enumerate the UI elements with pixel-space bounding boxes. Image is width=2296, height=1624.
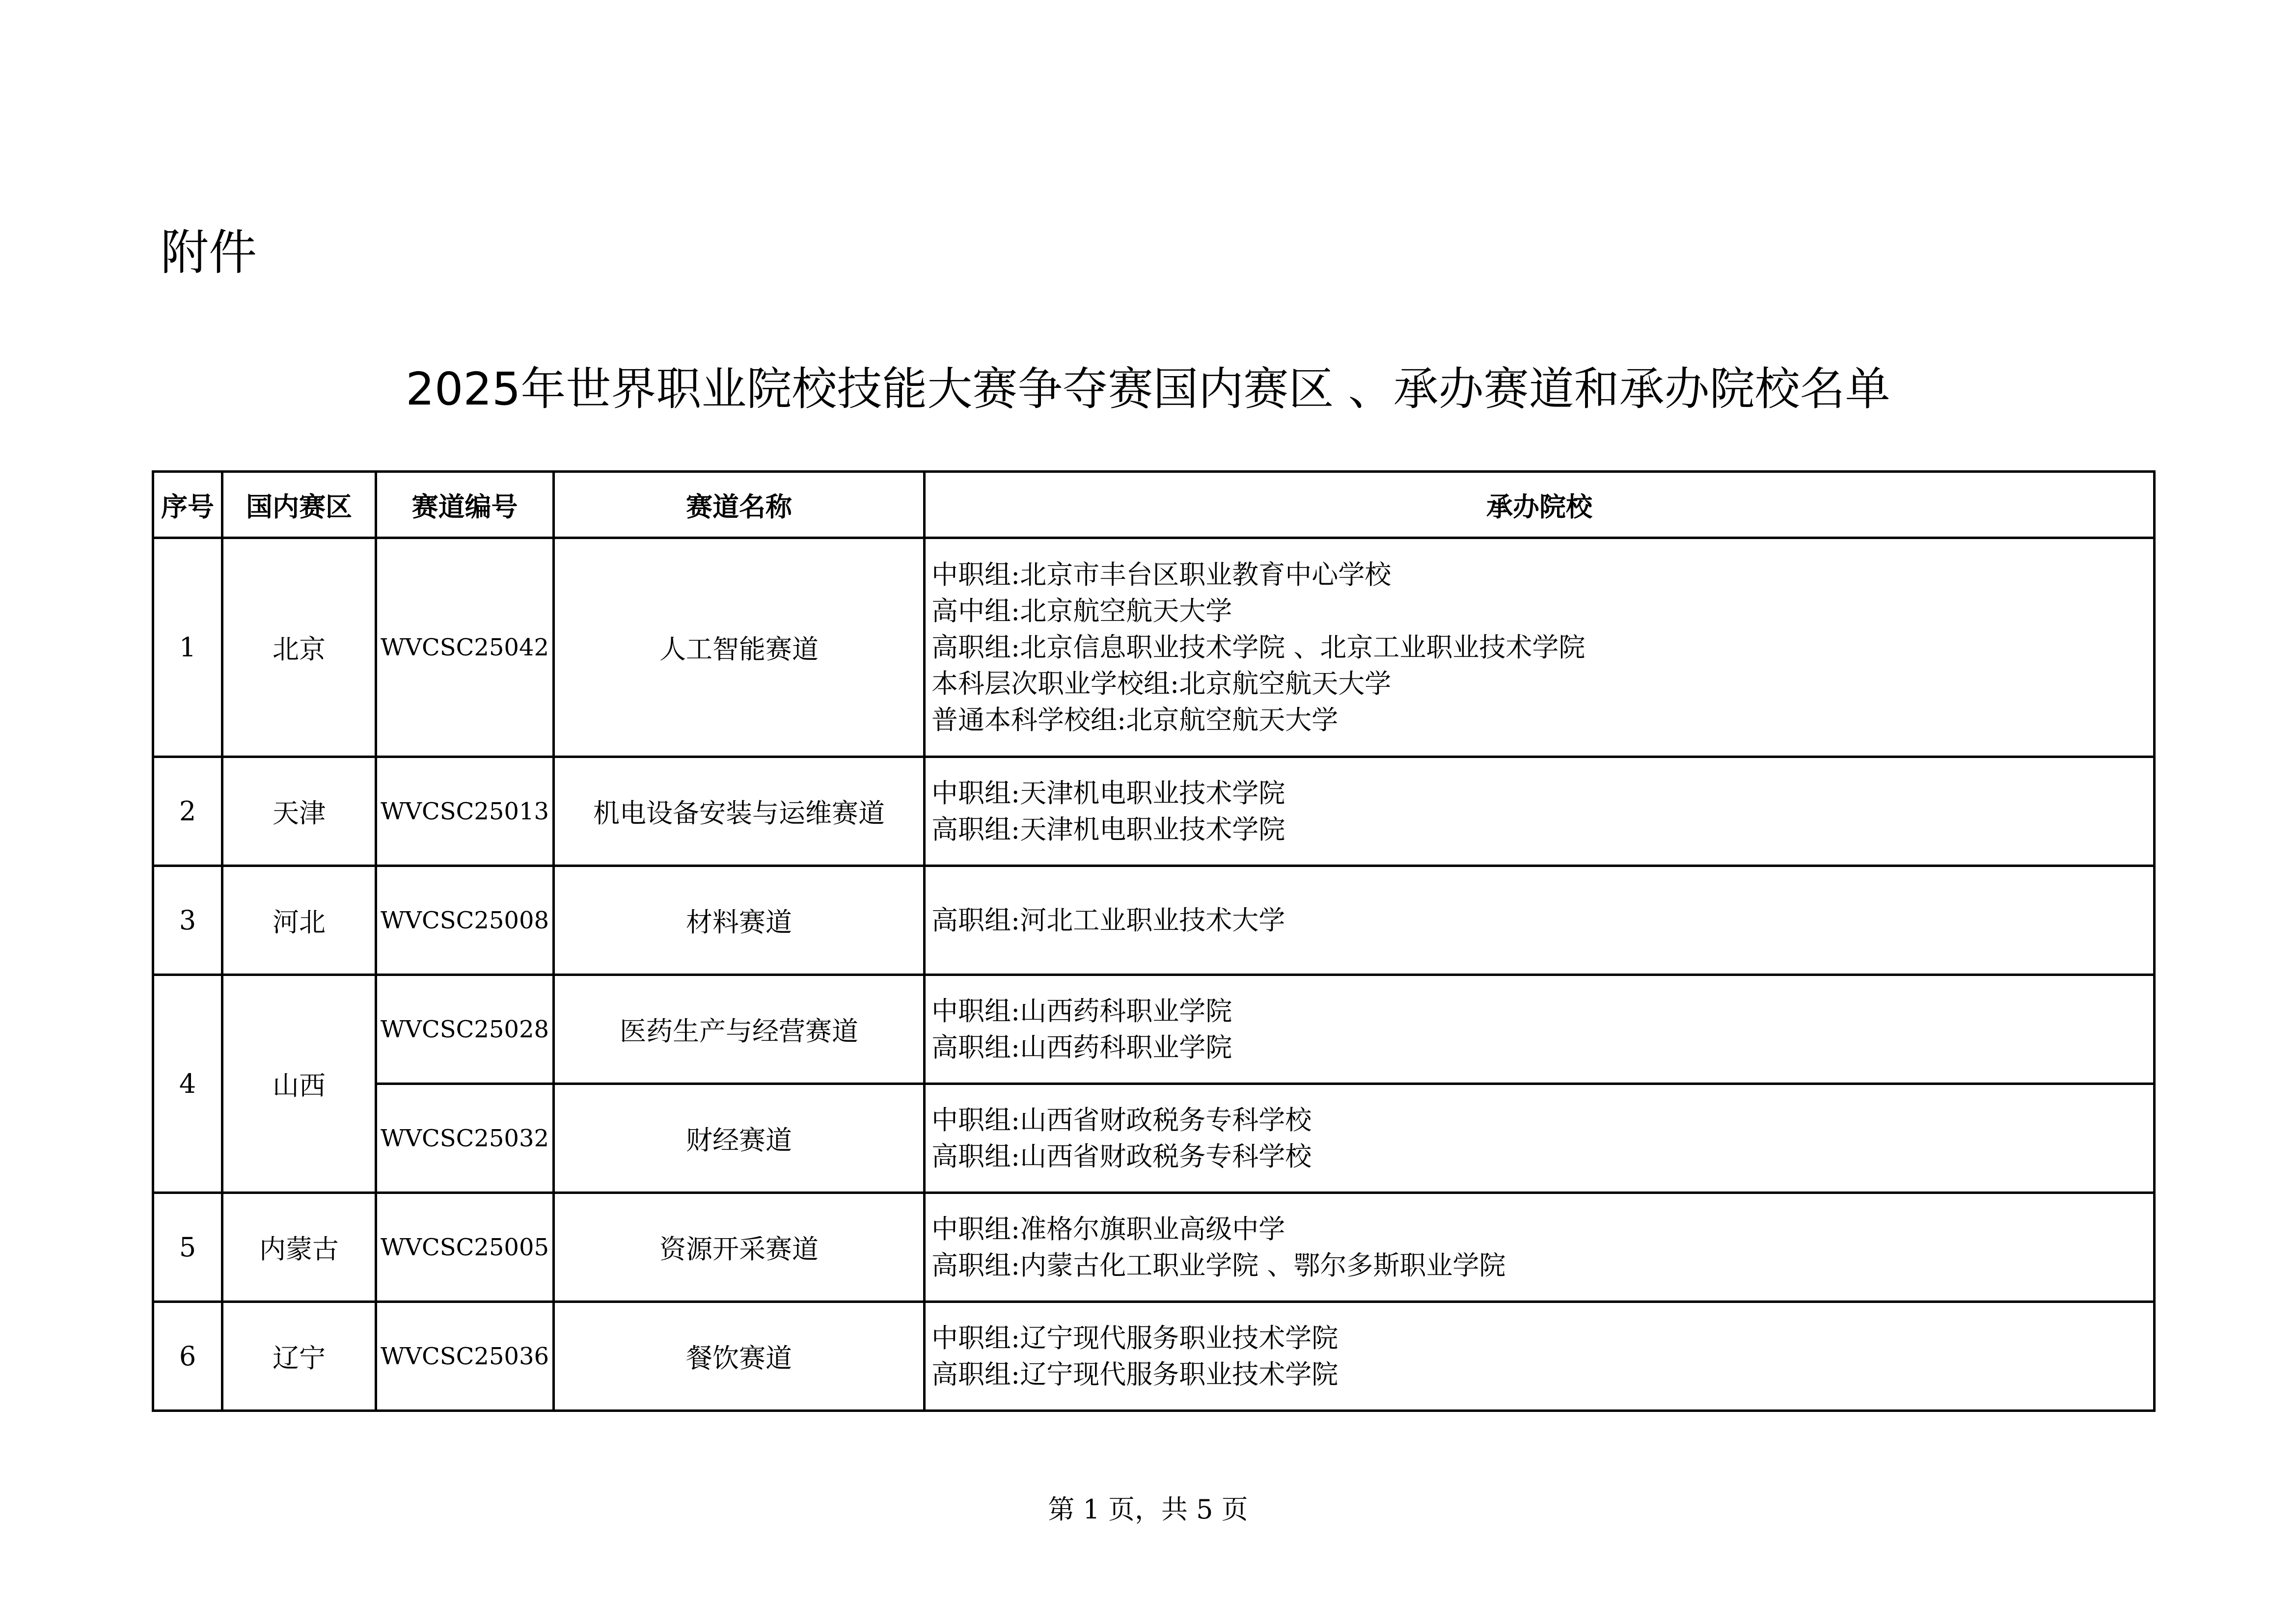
table-row [153,866,2155,975]
cell-code: WVCSC25013 [376,757,554,866]
cell-hosts [925,1193,2155,1302]
cell-region: 天津 [222,757,376,866]
cell-code: WVCSC25005 [376,1193,554,1302]
header-hosts: 承办院校 [925,472,2155,538]
attachment-label: 附件 [161,225,257,281]
table-header-row [153,472,2155,538]
host-line: 高职组:山西省财政税务专科学校 [931,1140,1312,1172]
cell-no: 5 [153,1193,222,1302]
cell-no: 1 [153,538,222,757]
cell-region: 河北 [222,866,376,975]
host-line: 高职组:天津机电职业技术学院 [931,813,1285,845]
cell-hosts [925,1302,2155,1411]
cell-code: WVCSC25032 [376,1084,554,1193]
host-line: 高职组:内蒙古化工职业学院 、鄂尔多斯职业学院 [931,1249,1506,1281]
cell-no: 2 [153,757,222,866]
cell-hosts [925,757,2155,866]
host-line: 中职组:山西药科职业学院 [931,995,1232,1027]
cell-hosts [925,975,2155,1084]
cell-code: WVCSC25042 [376,538,554,757]
host-line: 高职组:北京信息职业技术学院 、北京工业职业技术学院 [931,631,1585,663]
cell-track: 医药生产与经营赛道 [554,975,925,1084]
host-line: 高职组:河北工业职业技术大学 [931,904,1285,936]
host-list-table [152,470,2156,1412]
header-region: 国内赛区 [222,472,376,538]
table-row [153,975,2155,1084]
table-row [153,538,2155,757]
host-line: 高职组:山西药科职业学院 [931,1031,1232,1063]
cell-track: 资源开采赛道 [554,1193,925,1302]
cell-track: 材料赛道 [554,866,925,975]
cell-hosts [925,1084,2155,1193]
header-code: 赛道编号 [376,472,554,538]
host-line: 中职组:天津机电职业技术学院 [931,777,1285,809]
cell-region: 内蒙古 [222,1193,376,1302]
cell-region: 辽宁 [222,1302,376,1411]
cell-track: 餐饮赛道 [554,1302,925,1411]
cell-no: 6 [153,1302,222,1411]
host-line: 普通本科学校组:北京航空航天大学 [931,704,1339,735]
host-line: 中职组:辽宁现代服务职业技术学院 [931,1322,1339,1353]
cell-track: 人工智能赛道 [554,538,925,757]
page-number: 第 1 页，共 5 页 [1048,1494,1248,1525]
cell-region: 北京 [222,538,376,757]
cell-track: 财经赛道 [554,1084,925,1193]
header-no: 序号 [153,472,222,538]
host-line: 高职组:辽宁现代服务职业技术学院 [931,1358,1339,1390]
table-row [153,757,2155,866]
table-row [153,1302,2155,1411]
host-line: 中职组:山西省财政税务专科学校 [931,1104,1312,1136]
cell-code: WVCSC25008 [376,866,554,975]
host-line: 高中组:北京航空航天大学 [931,595,1232,626]
cell-no: 3 [153,866,222,975]
cell-no: 4 [153,975,222,1193]
cell-hosts [925,866,2155,975]
header-track: 赛道名称 [554,472,925,538]
host-line: 中职组:北京市丰台区职业教育中心学校 [931,559,1392,590]
page-title: 2025年世界职业院校技能大赛争夺赛国内赛区 、承办赛道和承办院校名单 [406,363,1890,415]
table-row [153,1084,2155,1193]
table-row [153,1193,2155,1302]
cell-code: WVCSC25028 [376,975,554,1084]
cell-hosts [925,538,2155,757]
host-line: 本科层次职业学校组:北京航空航天大学 [931,668,1392,699]
host-line: 中职组:准格尔旗职业高级中学 [931,1213,1285,1245]
cell-region: 山西 [222,975,376,1193]
cell-track: 机电设备安装与运维赛道 [554,757,925,866]
cell-code: WVCSC25036 [376,1302,554,1411]
